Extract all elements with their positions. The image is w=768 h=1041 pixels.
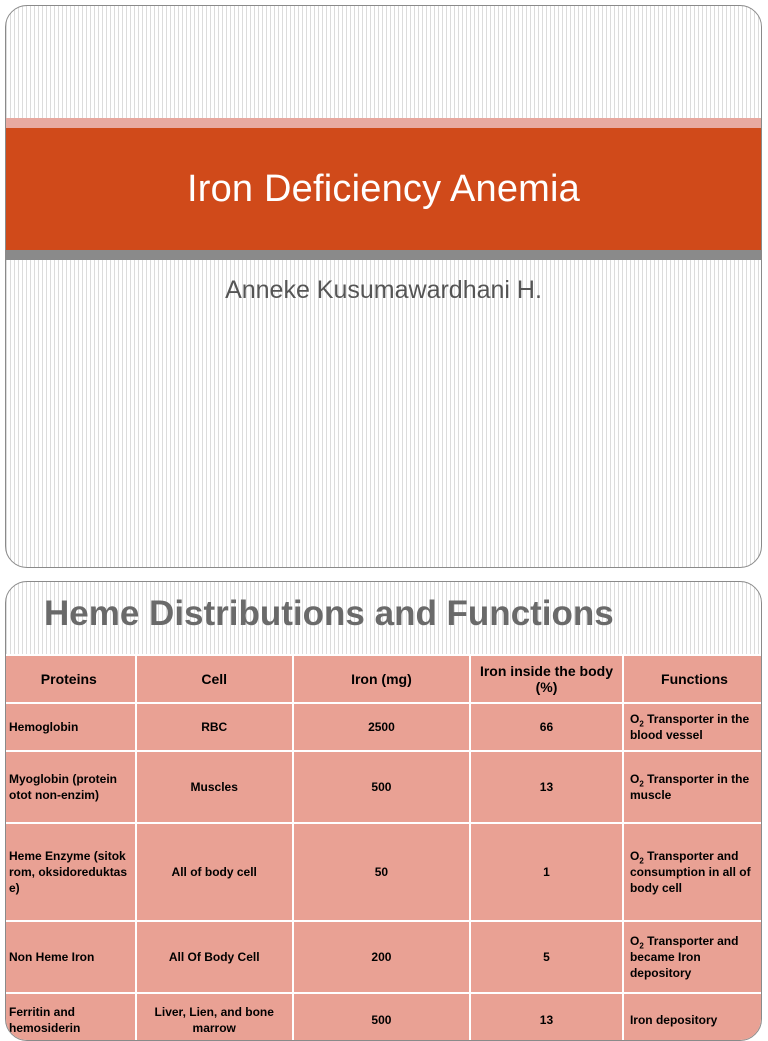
function-text: Transporter and became Iron depository	[629, 934, 739, 980]
function-sub: 2	[639, 779, 644, 789]
cell-iron-pct: 13	[470, 993, 623, 1041]
cell-iron-mg: 500	[293, 993, 470, 1041]
cell-iron-mg: 500	[293, 751, 470, 823]
cell-cell: Muscles	[136, 751, 293, 823]
function-o: O	[629, 772, 640, 786]
function-sub: 2	[639, 856, 644, 866]
presentation-title: Iron Deficiency Anemia	[186, 167, 581, 210]
header-iron-mg: Iron (mg)	[293, 655, 470, 703]
cell-cell: RBC	[136, 703, 293, 751]
cell-cell: All Of Body Cell	[136, 921, 293, 993]
function-sub: 2	[639, 719, 644, 729]
function-o: O	[629, 712, 640, 726]
title-bar	[6, 128, 761, 250]
table-row	[5, 993, 762, 1041]
heme-distribution-table	[5, 654, 762, 1041]
cell-iron-pct: 66	[470, 703, 623, 751]
function-o: O	[629, 934, 640, 948]
function-text: Transporter in the muscle	[629, 772, 750, 802]
header-proteins: Proteins	[5, 655, 136, 703]
table-row	[5, 751, 762, 823]
header-cell: Cell	[136, 655, 293, 703]
cell-protein: Heme Enzyme (sitokrom, oksidoreduktase)	[5, 823, 136, 921]
cell-protein: Hemoglobin	[5, 703, 136, 751]
cell-iron-pct: 5	[470, 921, 623, 993]
slide-heading: Heme Distributions and Functions	[44, 594, 614, 633]
function-o: O	[629, 849, 640, 863]
table-row	[5, 921, 762, 993]
title-bar-accent	[6, 118, 761, 128]
author-subtitle: Anneke Kusumawardhani H.	[225, 276, 542, 304]
slide-heme-table	[5, 581, 762, 1041]
table-header-row	[5, 655, 762, 703]
cell-cell: Liver, Lien, and bone marrow	[136, 993, 293, 1041]
function-text: Transporter in the blood vessel	[629, 712, 750, 742]
cell-iron-pct: 1	[470, 823, 623, 921]
cell-iron-pct: 13	[470, 751, 623, 823]
header-iron-pct: Iron inside the body (%)	[470, 655, 623, 703]
function-sub: 2	[639, 941, 644, 951]
cell-iron-mg: 2500	[293, 703, 470, 751]
cell-protein: Ferritin and hemosiderin	[5, 993, 136, 1041]
cell-function	[623, 751, 762, 823]
cell-function	[623, 993, 762, 1041]
cell-protein: Myoglobin (protein otot non-enzim)	[5, 751, 136, 823]
table-row	[5, 703, 762, 751]
cell-iron-mg: 50	[293, 823, 470, 921]
function-text: Iron depository	[629, 1013, 718, 1027]
cell-function	[623, 921, 762, 993]
cell-function	[623, 823, 762, 921]
title-bar-shadow	[6, 250, 761, 260]
cell-function	[623, 703, 762, 751]
function-text: Transporter and consumption in all of body cell	[629, 849, 751, 895]
table-row	[5, 823, 762, 921]
header-functions: Functions	[623, 655, 762, 703]
cell-cell: All of body cell	[136, 823, 293, 921]
cell-iron-mg: 200	[293, 921, 470, 993]
slide-title	[5, 5, 762, 568]
cell-protein: Non Heme Iron	[5, 921, 136, 993]
